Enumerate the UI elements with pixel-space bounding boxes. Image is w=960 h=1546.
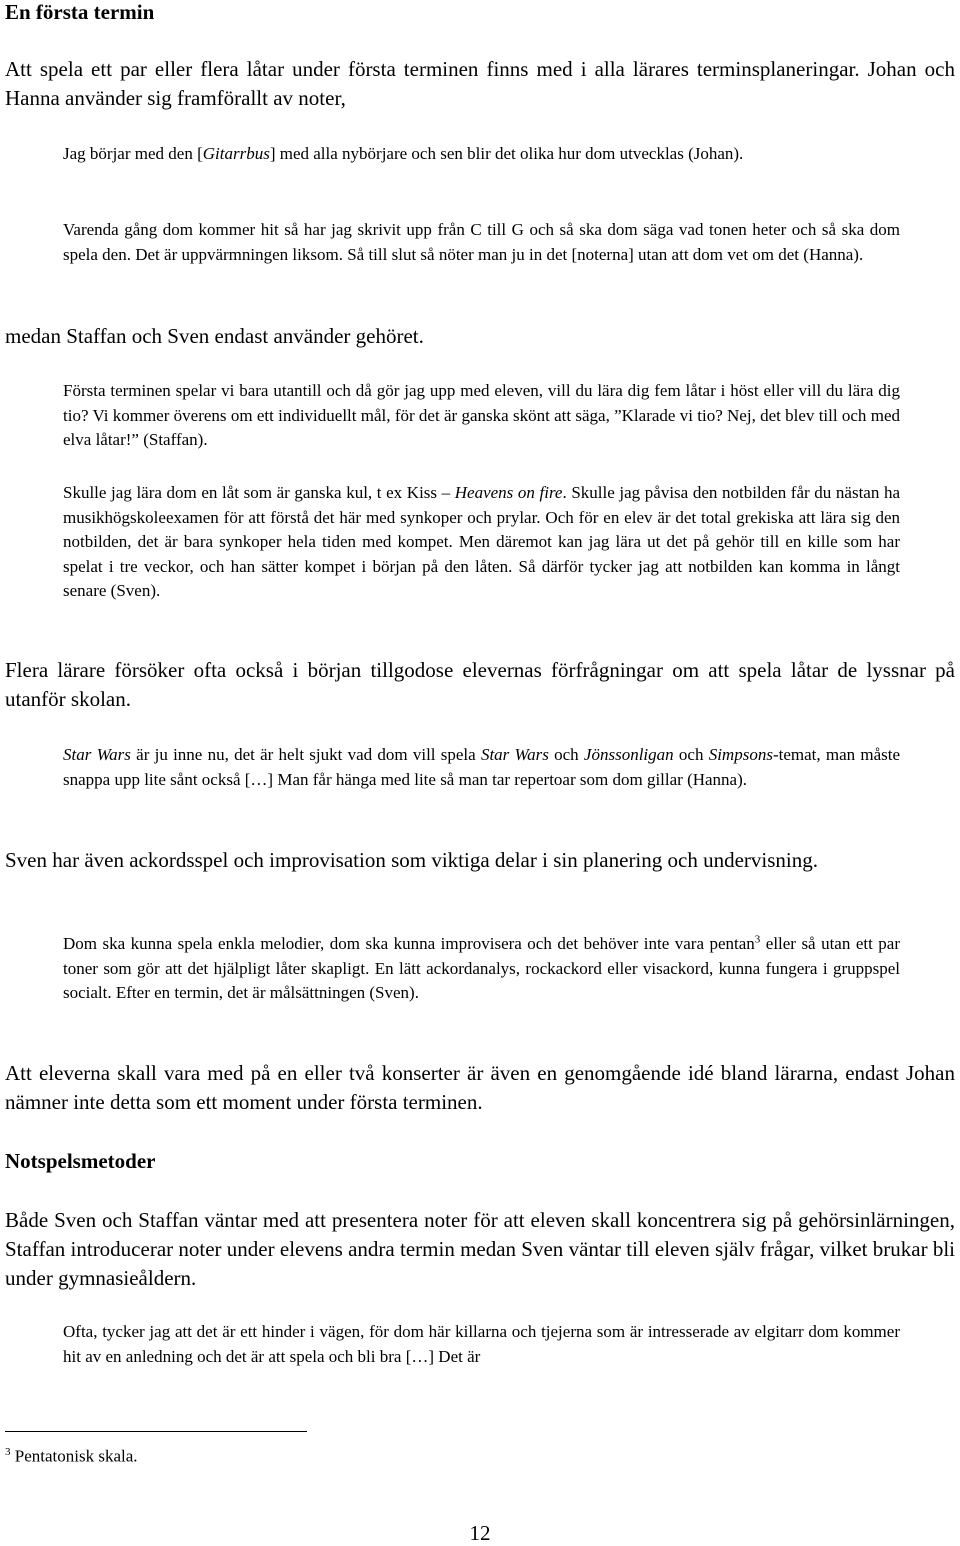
quote-title-italic: Gitarrbus (202, 144, 270, 163)
paragraph-concerts: Att eleverna skall vara med på en eller två konserter är även en genomgående idé bland lärarna, endast Johan nämner inte detta som ett moment under första terminen. (5, 1061, 955, 1114)
section-heading-first-term: En första termin (5, 0, 155, 24)
quote-title-italic: Star Wars (63, 745, 131, 764)
paragraph-staffan-sven: medan Staffan och Sven endast använder gehöret. (5, 324, 424, 348)
footnote-ref: 3 (754, 933, 761, 946)
quote-title-italic: Jönssonligan (583, 745, 674, 764)
page-number: 12 (469, 1521, 491, 1545)
quote-text: och (673, 745, 709, 764)
section-heading-notation: Notspelsmetoder (5, 1149, 156, 1173)
quote-text: Dom ska kunna spela enkla melodier, dom ska kunna improvisera och det behöver inte vara pentan (63, 934, 755, 953)
quote-text: -temat, man måste snappa upp lite sånt också […] Man får hänga med lite så man tar repertoar som dom gillar (Hanna). (63, 745, 901, 789)
quote-text: Jag börjar med den [ (63, 144, 203, 163)
footnote-separator (5, 1431, 307, 1432)
quote-title-italic: Simpsons (708, 745, 773, 764)
quote-text: Skulle jag lära dom en låt som är ganska kul, t ex Kiss – (63, 483, 455, 502)
quote-continues: Ofta, tycker jag att det är ett hinder i vägen, för dom här killarna och tjejerna som är intresserade av elgitarr dom kommer hit av en anledning och det är att spela och bli bra […] Det är (63, 1322, 900, 1366)
quote-text: ] med alla nybörjare och sen blir det olika hur dom utvecklas (Johan). (269, 144, 744, 163)
quote-text: eller så utan ett par toner som gör att det hjälpligt låter skapligt. En lätt ackordanalys, rockackord eller visackord, kunna fungera i gruppspel socialt. Efter en termin, det är målsättningen (Sven). (63, 934, 900, 1002)
paragraph-notation-methods: Både Sven och Staffan väntar med att presentera noter för att eleven skall koncentrera sig på gehörsinlärningen, Staffan introducerar noter under elevens andra termin medan Sven väntar till eleven själv frågar, vilket brukar bli under gymnasieåldern. (5, 1208, 955, 1290)
paragraph-intro: Att spela ett par eller flera låtar under första terminen finns med i alla lärares terminsplaneringar. Johan och Hanna använder sig framförallt av noter, (5, 57, 955, 110)
quote-text: och (548, 745, 584, 764)
quote-hanna-2 (63, 743, 900, 792)
quote-sven-1 (63, 481, 900, 604)
paragraph-requests: Flera lärare försöker ofta också i början tillgodose elevernas förfrågningar om att spela låtar de lyssnar på utanför skolan. (5, 658, 955, 711)
paragraph-chords: Sven har även ackordsspel och improvisation som viktiga delar i sin planering och undervisning. (5, 848, 818, 872)
quote-staffan: Första terminen spelar vi bara utantill och då gör jag upp med eleven, vill du lära dig fem låtar i höst eller vill du lära dig tio? Vi kommer överens om ett individuellt mål, för det är ganska skönt att säga, ”Klarade vi tio? Nej, det blev till och med elva låtar!” (Staffan). (63, 381, 900, 449)
footnote (5, 1440, 138, 1469)
quote-johan (63, 142, 900, 167)
quote-text: är ju inne nu, det är helt sjukt vad dom vill spela (130, 745, 481, 764)
quote-hanna-1: Varenda gång dom kommer hit så har jag skrivit upp från C till G och så ska dom säga vad tonen heter och så ska dom spela den. Det är uppvärmningen liksom. Så till slut så nöter man ju in det [noterna] utan att dom vet om det (Hanna). (63, 220, 900, 264)
footnote-number: 3 (5, 1446, 11, 1458)
quote-title-italic: Star Wars (480, 745, 549, 764)
footnote-text: Pentatonisk skala. (14, 1446, 138, 1466)
quote-sven-2 (63, 932, 900, 1006)
quote-text: . Skulle jag påvisa den notbilden får du nästan ha musikhögskoleexamen för att förstå det här med synkoper och prylar. Och för en elev är det total grekiska att lära sig den notbilden, det är bara synkoper hela tiden med kompet. Men däremot kan jag lära ut det på gehör till en kille som har spelat i tre veckor, och han sätter kompet i början på den låten. Så därför tycker jag att notbilden kan komma in långt senare (Sven). (63, 483, 900, 600)
quote-title-italic: Heavens on fire (454, 483, 563, 502)
